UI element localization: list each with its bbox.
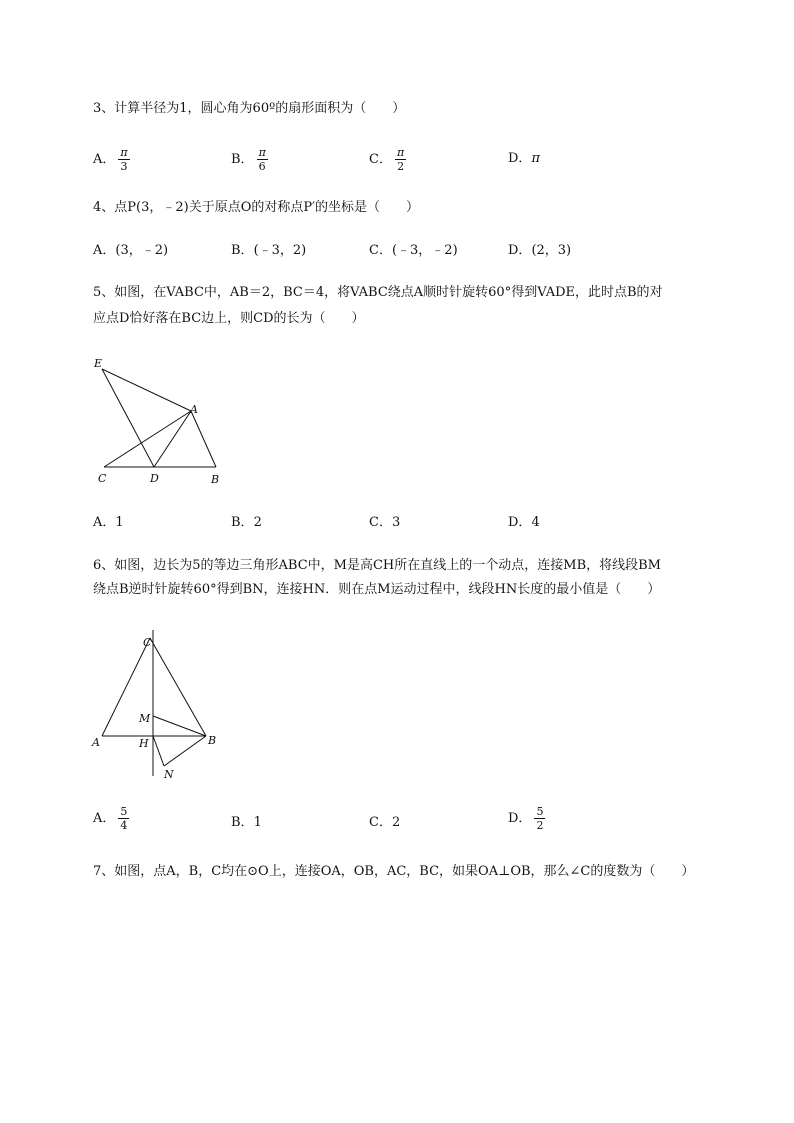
- q4-option-d[interactable]: [508, 242, 571, 260]
- label-n: N: [164, 768, 174, 781]
- q5-stem-line1: 5、如图，在VABC中，AB＝2，BC＝4，将VABC绕点A顺时针旋转60°得到VADE，此时点B的对: [93, 285, 663, 300]
- option-label: C．: [369, 815, 392, 830]
- option-label: B．: [231, 152, 254, 167]
- label-e: E: [94, 357, 103, 370]
- fraction: $\frac{\pi}{6}$: [258, 146, 266, 173]
- segment-cb: [150, 638, 206, 736]
- option-label: D．: [508, 515, 532, 530]
- q5-stem-line2: 应点D恰好落在BC边上，则CD的长为（ ）: [93, 311, 365, 326]
- option-text: (3，﹣2): [115, 243, 169, 258]
- q3-option-a[interactable]: [93, 146, 130, 173]
- q6-stem-line2: 绕点B逆时针旋转60°得到BN，连接HN．则在点M运动过程中，线段HN长度的最小值是（ ）: [93, 582, 661, 597]
- label-b: B: [211, 473, 220, 486]
- option-label: B．: [231, 243, 254, 258]
- q3-stem: 3、计算半径为1，圆心角为60º的扇形面积为（ ）: [93, 101, 406, 116]
- option-label: B．: [231, 815, 254, 830]
- segment-ab: [191, 411, 216, 467]
- fraction: $\frac{\pi}{3}$: [120, 146, 128, 173]
- q6-option-a[interactable]: [93, 805, 129, 832]
- q5-figure: [88, 352, 228, 492]
- option-text: 1: [115, 515, 124, 530]
- segment-ac: [104, 411, 191, 467]
- option-label: B．: [231, 515, 254, 530]
- q3-option-d[interactable]: [508, 150, 540, 168]
- label-b: B: [208, 734, 217, 747]
- q6-option-c[interactable]: [369, 814, 400, 832]
- q4-option-c[interactable]: [369, 242, 458, 260]
- option-label: A．: [93, 515, 116, 530]
- option-label: D．: [508, 151, 532, 166]
- q5-option-d[interactable]: [508, 514, 540, 532]
- fraction: $\frac{5}{2}$: [536, 805, 544, 832]
- option-label: C．: [369, 243, 392, 258]
- label-c: C: [143, 636, 152, 649]
- q4-stem: 4、点P(3，﹣2)关于原点O的对称点P′的坐标是（ ）: [93, 200, 420, 215]
- label-d: D: [150, 472, 159, 485]
- q3-option-b[interactable]: [231, 146, 268, 173]
- option-text: (﹣3，2): [253, 243, 307, 258]
- option-text: (2，3): [531, 243, 572, 258]
- option-label: A．: [93, 811, 116, 826]
- segment-hn: [153, 736, 164, 766]
- option-label: A．: [93, 243, 116, 258]
- option-text: (﹣3，﹣2): [391, 243, 458, 258]
- q3-option-c[interactable]: [369, 146, 406, 173]
- option-text: 1: [253, 815, 262, 830]
- label-a: A: [190, 403, 198, 416]
- segment-ad: [154, 411, 191, 467]
- q4-option-a[interactable]: [93, 242, 168, 260]
- option-text: 3: [391, 515, 401, 530]
- label-a: A: [92, 736, 100, 749]
- option-text: 2: [391, 815, 401, 830]
- segment-ea: [102, 369, 191, 411]
- option-label: C．: [369, 515, 392, 530]
- segment-bn: [164, 736, 206, 766]
- segment-mb: [153, 716, 206, 736]
- q5-option-c[interactable]: [369, 514, 400, 532]
- q7-stem: 7、如图，点A，B，C均在⊙O上，连接OA，OB，AC，BC，如果OA⊥OB，那么∠C的度数为（ ）: [93, 864, 695, 879]
- option-label: A．: [93, 152, 116, 167]
- q5-option-b[interactable]: [231, 514, 262, 532]
- option-text: 2: [253, 515, 262, 530]
- q5-option-a[interactable]: [93, 514, 124, 532]
- option-label: D．: [508, 811, 532, 826]
- q6-stem-line1: 6、如图，边长为5的等边三角形ABC中，M是高CH所在直线上的一个动点，连接MB，将线段BM: [93, 558, 661, 573]
- option-label: D．: [508, 243, 532, 258]
- q6-option-d[interactable]: [508, 805, 545, 832]
- label-c: C: [98, 472, 107, 485]
- q6-option-b[interactable]: [231, 814, 262, 832]
- label-h: H: [139, 737, 149, 750]
- q4-option-b[interactable]: [231, 242, 306, 260]
- option-text: π: [531, 151, 540, 166]
- fraction: $\frac{\pi}{2}$: [396, 146, 405, 173]
- label-m: M: [139, 712, 151, 725]
- fraction: $\frac{5}{4}$: [120, 805, 128, 832]
- segment-ed: [102, 369, 154, 467]
- option-label: C．: [369, 152, 392, 167]
- q6-figure: [88, 628, 228, 788]
- option-text: 4: [531, 515, 540, 530]
